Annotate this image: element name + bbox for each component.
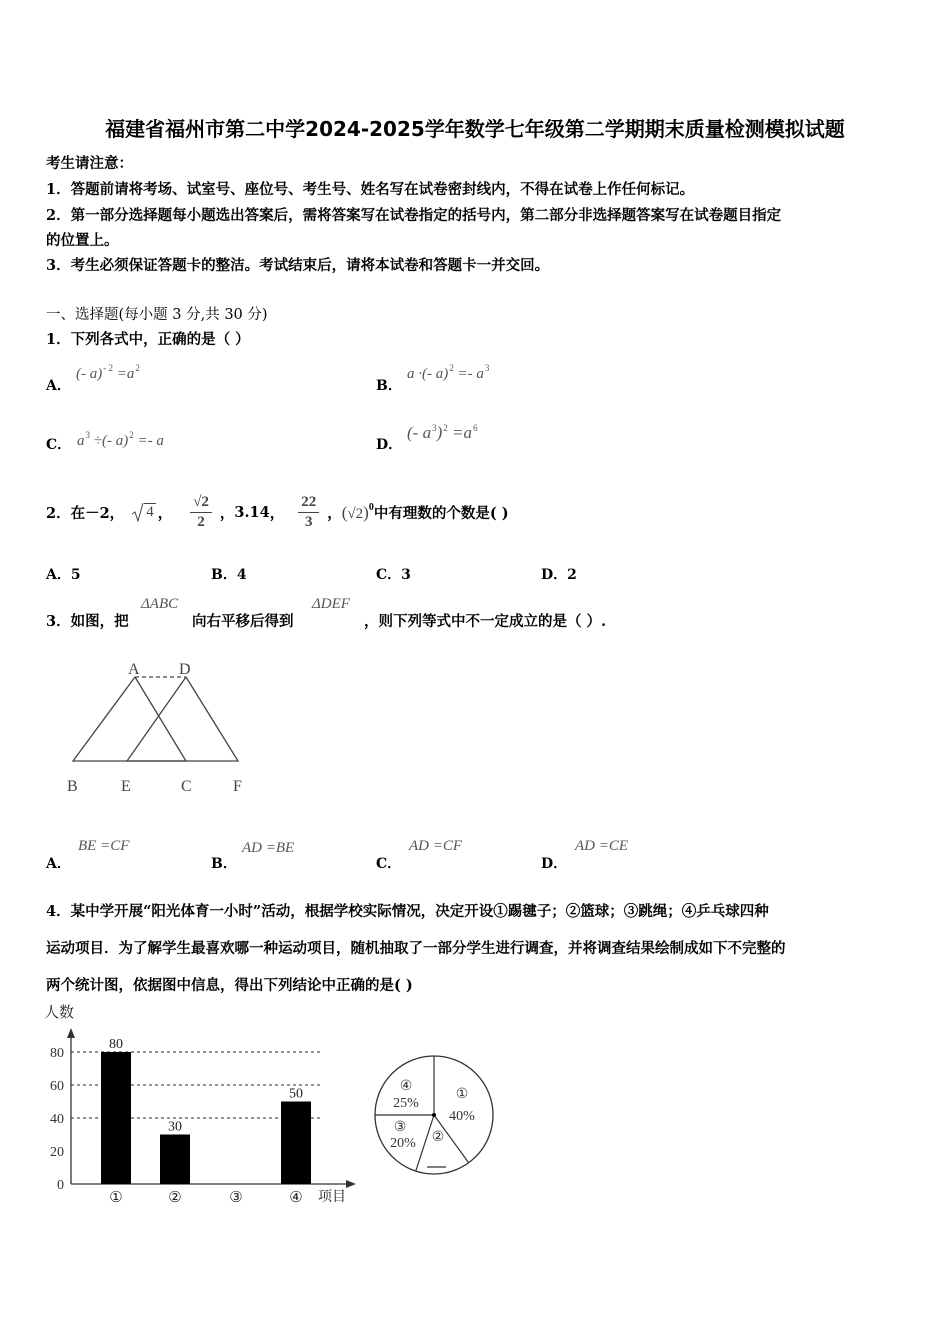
q1-option-b[interactable] xyxy=(407,363,489,383)
q1-b-rest: =- a xyxy=(453,366,484,382)
q1-stem: 1．下列各式中，正确的是（ ） xyxy=(46,331,250,348)
q2-fraction-2 xyxy=(298,494,319,531)
q4-line-3: 两个统计图，依据图中信息，得出下列结论中正确的是( ) xyxy=(46,977,413,994)
bar-data-label: 30 xyxy=(168,1119,182,1135)
ytick-label: 20 xyxy=(50,1145,64,1160)
pie-chart xyxy=(368,1050,504,1186)
x-axis-arrow-icon xyxy=(346,1180,356,1188)
notice-item-2-cont: 的位置上。 xyxy=(46,232,119,249)
point-d: D xyxy=(179,661,191,678)
triangle-def xyxy=(127,677,238,761)
bar-2 xyxy=(160,1135,190,1185)
q1-c-exp2: 2 xyxy=(129,430,134,440)
pie-center-dot xyxy=(432,1113,436,1117)
q2-sep-3: ， xyxy=(269,504,285,522)
notice-heading: 考生请注意： xyxy=(46,155,133,172)
pie-slice-percent: 20% xyxy=(390,1136,416,1151)
bar-data-label: 80 xyxy=(109,1037,123,1052)
bar-chart-ylabel: 人数 xyxy=(44,1003,75,1021)
bar-1 xyxy=(101,1052,131,1184)
q1-option-d[interactable] xyxy=(407,423,477,443)
q2-sep-1: ， xyxy=(157,504,173,522)
q1-option-a-label: A． xyxy=(46,378,71,394)
point-e: E xyxy=(121,778,131,795)
q1-d-exp: 3 xyxy=(432,423,437,433)
notice-item-3: 3．考生必须保证答题卡的整洁。考试结束后，请将本试卷和答题卡一并交回。 xyxy=(46,257,550,274)
q3-option-d-label: D． xyxy=(541,856,568,872)
xtick-label: ② xyxy=(168,1190,182,1206)
q1-d-close: ) xyxy=(436,423,443,442)
pie-slice-label: ① xyxy=(455,1087,469,1102)
q1-a-rest: =a xyxy=(113,366,135,382)
q1-c-rest: ÷(- a) xyxy=(90,433,129,449)
q1-option-c[interactable] xyxy=(77,430,164,450)
pie-slice-label: ② xyxy=(431,1130,445,1145)
point-b: B xyxy=(67,778,78,795)
q1-c-base: a xyxy=(77,433,85,449)
q2-option-b[interactable]: B．4 xyxy=(211,567,247,583)
q1-d-base: (- a xyxy=(407,423,432,442)
xtick-label: ① xyxy=(109,1190,123,1206)
q3-abc: ΔABC xyxy=(141,596,179,612)
ytick-label: 60 xyxy=(50,1079,64,1094)
q1-d-exp3: 6 xyxy=(472,423,478,433)
bar-chart-xlabel: 项目 xyxy=(318,1189,346,1205)
q2-option-d[interactable]: D．2 xyxy=(541,567,577,583)
q1-b-base: a ·(- a) xyxy=(407,366,449,382)
q1-a-base: (- a) xyxy=(76,366,103,382)
q3-option-c[interactable]: AD =CF xyxy=(409,838,463,854)
ytick-label: 80 xyxy=(50,1046,64,1061)
q2-frac2-num: 22 xyxy=(298,494,319,513)
bar-4 xyxy=(281,1102,311,1185)
q2-exp-zero: 0 xyxy=(368,501,374,513)
radical-icon xyxy=(132,502,144,522)
q2-sqrt4 xyxy=(132,502,156,522)
notice-item-2: 2．第一部分选择题每小题选出答案后，需将答案写在试卷指定的括号内，第二部分非选择题答案写在试卷题目指定 xyxy=(46,207,782,224)
q1-c-exp: 3 xyxy=(85,430,90,440)
point-c: C xyxy=(181,778,192,795)
bar-data-label: 50 xyxy=(289,1086,303,1102)
q1-d-exp2: 2 xyxy=(443,423,448,433)
q1-b-exp: 2 xyxy=(449,363,454,373)
q1-a-exp2: 2 xyxy=(135,363,140,373)
q1-d-rest: =a xyxy=(447,423,472,442)
q3-triangle-figure xyxy=(55,655,265,800)
q2-sep-4: ， xyxy=(327,504,342,522)
q2-fraction-1 xyxy=(190,494,212,531)
q1-c-rest2: =- a xyxy=(133,433,164,449)
triangle-abc xyxy=(73,677,186,761)
q1-option-d-label: D． xyxy=(376,437,403,453)
pie-slice-label: ④ xyxy=(399,1079,413,1094)
q3-suffix: ，则下列等式中不一定成立的是（ ）. xyxy=(364,613,607,630)
q2-option-a[interactable]: A．5 xyxy=(46,567,81,583)
ytick-label: 0 xyxy=(57,1178,64,1193)
q2-option-c[interactable]: C．3 xyxy=(376,567,411,583)
ytick-label: 40 xyxy=(50,1112,64,1127)
q2-frac1-num: √2 xyxy=(190,494,212,513)
q1-a-exp: - 2 xyxy=(103,363,113,373)
q4-line-2: 运动项目．为了解学生最喜欢哪一种运动项目，随机抽取了一部分学生进行调查，并将调查结果绘制成如下不完整的 xyxy=(46,940,786,957)
q2-sep-2: ， xyxy=(219,504,235,522)
q2-sqrt4-value: 4 xyxy=(146,504,154,520)
q4-line-1: 4．某中学开展“阳光体育一小时”活动，根据学校实际情况，决定开设①踢毽子；②篮球；③跳绳；④乒乓球四种 xyxy=(46,903,769,920)
q1-option-a[interactable] xyxy=(76,363,140,383)
q1-option-c-label: C． xyxy=(46,437,72,453)
q2-suffix: 中有理数的个数是( ) xyxy=(373,504,509,522)
section-heading: 一、选择题(每小题 3 分,共 30 分) xyxy=(46,307,268,323)
pie-slice-percent: 25% xyxy=(393,1096,419,1111)
point-a: A xyxy=(128,661,140,678)
q2-frac2-den: 3 xyxy=(305,513,313,530)
q3-option-a[interactable]: BE =CF xyxy=(78,838,130,854)
q1-option-b-label: B． xyxy=(376,378,402,394)
pie-slice-label: ③ xyxy=(393,1120,407,1135)
q2-stem xyxy=(46,482,509,542)
page-title: 福建省福州市第二中学2024-2025学年数学七年级第二学期期末质量检测模拟试题 xyxy=(105,117,845,141)
bar-chart-yticks xyxy=(50,1046,64,1193)
q2-number: 3.14 xyxy=(234,503,270,521)
q1-b-exp2: 3 xyxy=(484,363,490,373)
q2-paren-inner: √2 xyxy=(347,505,364,522)
q3-option-b-label: B． xyxy=(211,856,237,872)
q3-option-c-label: C． xyxy=(376,856,402,872)
q3-option-a-label: A． xyxy=(46,856,71,872)
q3-option-b[interactable]: AD =BE xyxy=(242,840,295,856)
q3-option-d[interactable]: AD =CE xyxy=(575,838,629,854)
q3-def: ΔDEF xyxy=(312,596,350,612)
xtick-label: ③ xyxy=(229,1190,243,1206)
bar-chart-xticks xyxy=(109,1190,302,1206)
q3-prefix: 3．如图，把 xyxy=(46,613,129,630)
q3-middle: 向右平移后得到 xyxy=(192,613,294,630)
point-f: F xyxy=(233,778,242,795)
notice-item-1: 1．答题前请将考场、试室号、座位号、考生号、姓名写在试卷密封线内，不得在试卷上作任何标记。 xyxy=(46,181,695,198)
y-axis-arrow-icon xyxy=(67,1028,75,1038)
q2-power-zero: $(√2)^0$ xyxy=(341,501,374,522)
bar-chart xyxy=(38,998,360,1210)
pie-slice-percent: 40% xyxy=(449,1109,475,1124)
q2-prefix: 2．在－2， xyxy=(46,504,125,522)
q2-frac1-den: 2 xyxy=(197,513,205,530)
xtick-label: ④ xyxy=(289,1190,303,1206)
